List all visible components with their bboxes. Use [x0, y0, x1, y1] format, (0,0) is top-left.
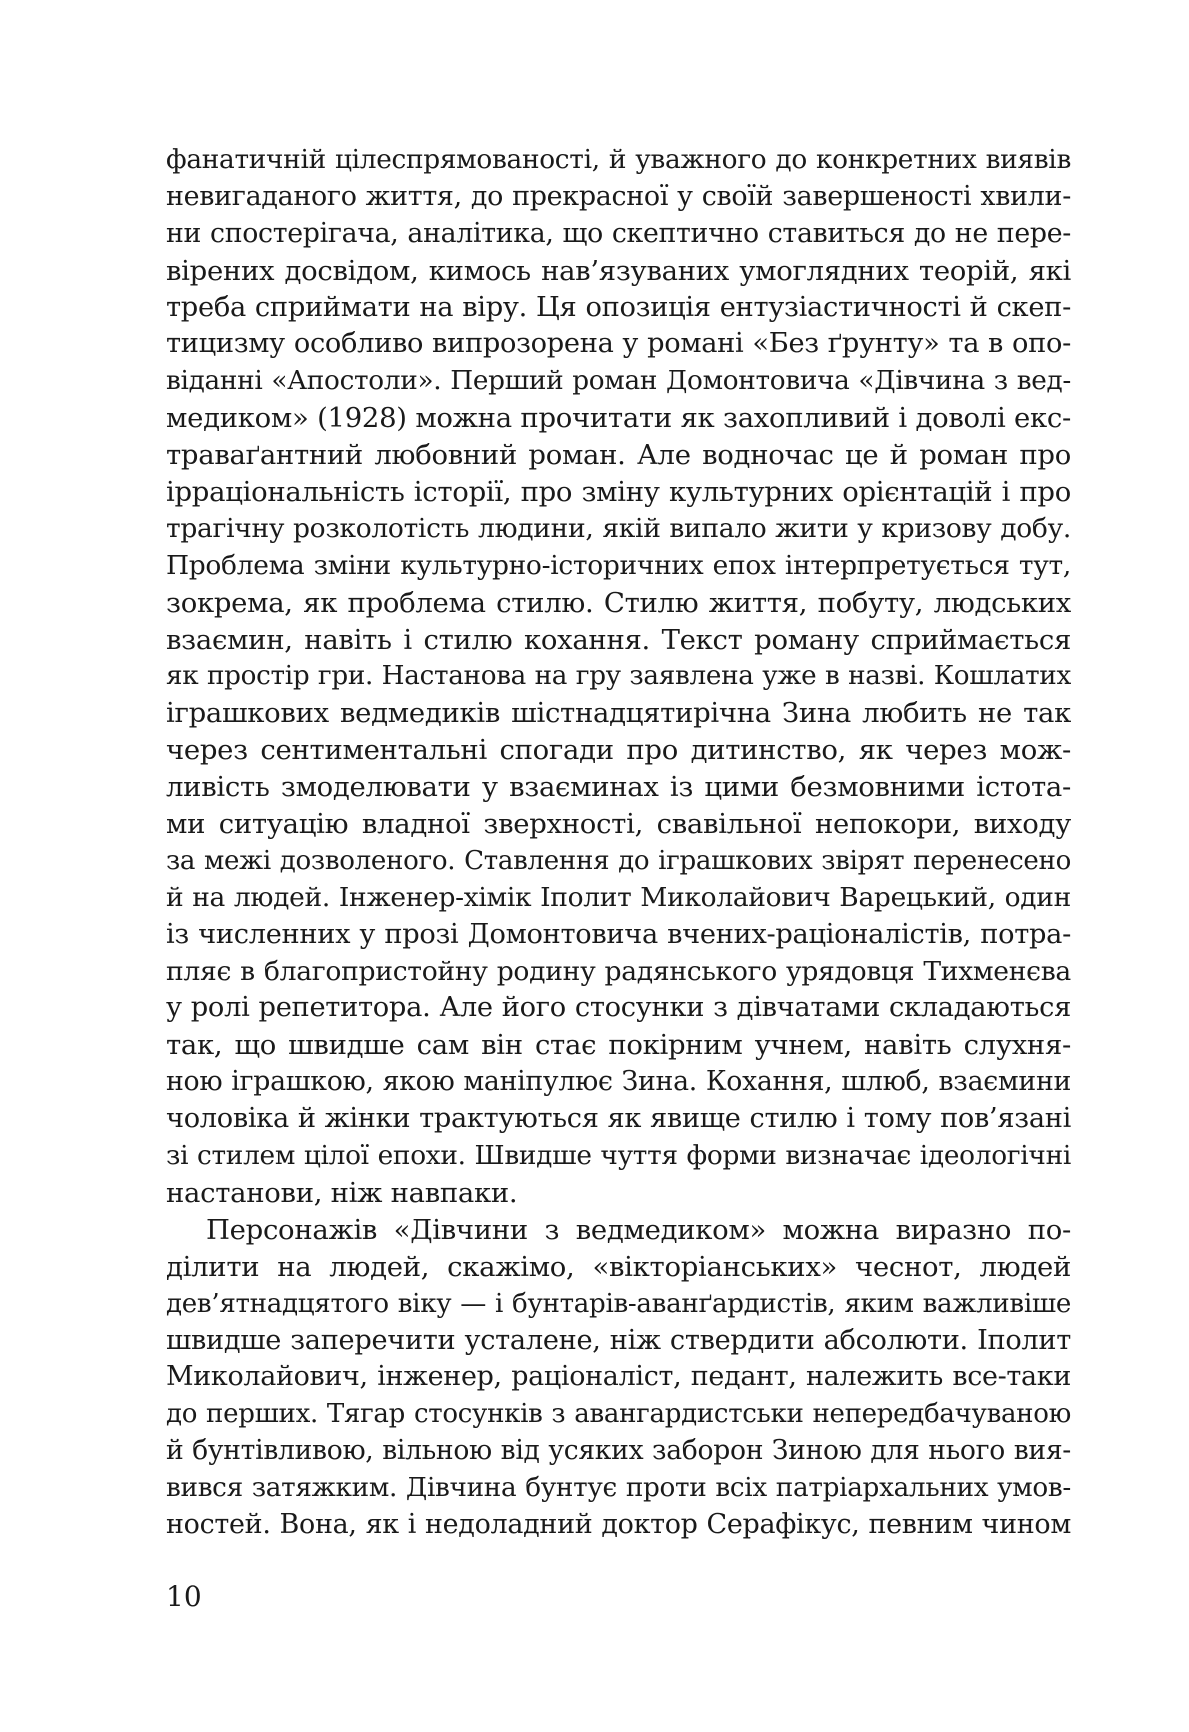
- text-line: до перших. Тягар стосунків з авангардистськи непередбачуваною: [166, 1399, 1071, 1430]
- text-line: зокрема, як проблема стилю. Стилю життя, побуту, людських: [166, 586, 1071, 619]
- text-line: дев’ятнадцятого віку — і бунтарів-аванґардистів, яким важливіше: [166, 1288, 1071, 1319]
- text-line: фанатичній цілеспрямованості, й уважного до конкретних виявів: [166, 145, 1071, 175]
- text-line: трагічну розколотість людини, якій випало жити у кризову добу.: [166, 512, 1071, 544]
- paragraph-2: [166, 1212, 1071, 1544]
- text-line: ливість змоделювати у взаєминах із цими безмовними істота-: [166, 771, 1071, 804]
- text-line: медиком» (1928) можна прочитати як захопливий і доволі екс-: [166, 402, 1071, 435]
- text-line: ділити на людей, скажімо, «вікторіанських» чеснот, людей: [166, 1250, 1071, 1283]
- text-line: вився затяжким. Дівчина бунтує проти всіх патріархальних умов-: [166, 1473, 1071, 1504]
- text-line: ностей. Вона, як і недоладний доктор Серафікус, певним чином: [166, 1508, 1071, 1540]
- text-line: вірених досвідом, кимось нав’язуваних умоглядних теорій, які: [166, 254, 1071, 287]
- text-line: віданні «Апостоли». Перший роман Домонтовича «Дівчина з вед-: [166, 366, 1071, 397]
- text-line: ірраціональність історії, про зміну культурних орієнтацій і про: [166, 476, 1071, 509]
- text-line: Миколайович, інженер, раціоналіст, педант, належить все-таки: [166, 1361, 1071, 1393]
- text-line: швидше заперечити усталене, ніж ствердити абсолюти. Іполит: [166, 1324, 1071, 1356]
- text-line: й на людей. Інженер-хімік Іполит Миколайович Варецький, один: [166, 881, 1071, 913]
- text-line: Проблема зміни культурно-історичних епох інтерпретується тут,: [166, 549, 1071, 581]
- text-line: ни спостерігача, аналітика, що скептично ставиться до не пере-: [166, 217, 1071, 249]
- text-line: через сентиментальні спогади про дитинство, як через мож-: [166, 734, 1071, 767]
- text-line: як простір гри. Настанова на гру заявлена уже в назві. Кошлатих: [166, 661, 1071, 692]
- text-line: треба сприймати на віру. Ця опозиція ентузіастичності й скеп-: [166, 291, 1071, 323]
- text-line: ною іграшкою, якою маніпулює Зина. Кохання, шлюб, взаємини: [166, 1066, 1071, 1098]
- text-line: Персонажів «Дівчини з ведмедиком» можна виразно по-: [206, 1213, 1071, 1246]
- text-line: траваґантний любовний роман. Але водночас це й роман про: [166, 439, 1071, 472]
- text-line: так, що швидше сам він стає покірним учнем, навіть слухня-: [166, 1029, 1071, 1062]
- text-line: тицизму особливо випрозорена у романі «Без ґрунту» та в опо-: [166, 328, 1071, 360]
- paragraph-1: [166, 142, 1071, 1212]
- text-line: за межі дозволеного. Ставлення до іграшкових звірят перенесено: [166, 845, 1071, 876]
- text-line: із численних у прозі Домонтовича вчених-раціоналістів, потра-: [166, 918, 1071, 950]
- text-line: невигаданого життя, до прекрасної у своїй завершеності хвили-: [166, 180, 1071, 212]
- text-line: взаємин, навіть і стилю кохання. Текст роману сприймається: [166, 623, 1071, 656]
- text-line: пляє в благопристойну родину радянського урядовця Тихменєва: [166, 955, 1071, 987]
- text-line: ми ситуацію владної зверхності, свавільної непокори, виходу: [166, 808, 1071, 841]
- text-line: іграшкових ведмедиків шістнадцятирічна Зина любить не так: [166, 697, 1071, 730]
- text-line: й бунтівливою, вільною від усяких заборон Зиною для нього вия-: [166, 1435, 1071, 1467]
- text-line: настанови, ніж навпаки.: [166, 1176, 518, 1209]
- text-line: чоловіка й жінки трактуються як явище стилю і тому пов’язані: [166, 1103, 1071, 1135]
- text-line: зі стилем цілої епохи. Швидше чуття форми визначає ідеологічні: [166, 1141, 1071, 1172]
- text-line: у ролі репетитора. Але його стосунки з дівчатами складаються: [166, 992, 1071, 1024]
- page-number: 10: [166, 1580, 202, 1613]
- page-body: [166, 142, 1071, 1544]
